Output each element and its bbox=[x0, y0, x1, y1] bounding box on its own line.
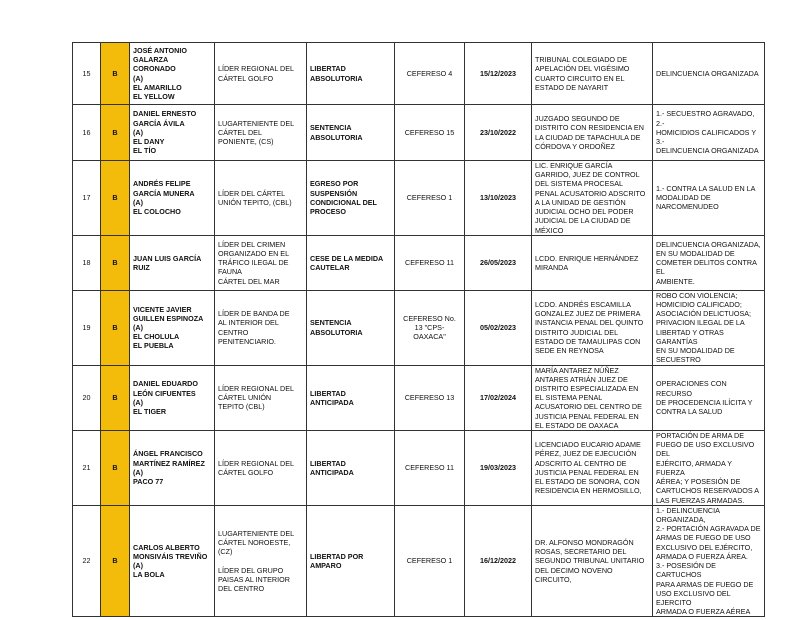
court-authority-line: JUSTICIA PENAL FEDERAL EN bbox=[535, 411, 639, 421]
person-name-line: GUILLEN ESPINOZA bbox=[133, 313, 204, 323]
prison-name-line: CEFERESO 1 bbox=[406, 193, 453, 203]
level-badge: B bbox=[101, 43, 130, 105]
court-authority-line: JUDICIAL OCHO DEL PODER bbox=[535, 207, 634, 217]
level-badge: B bbox=[101, 235, 130, 290]
court-authority-line: DISTRITO ESPECIALIZADA EN bbox=[535, 383, 639, 393]
person-name bbox=[130, 290, 215, 365]
legal-status-line: SENTENCIA bbox=[310, 123, 352, 133]
legal-status-line: SUSPENSIÓN bbox=[310, 188, 358, 198]
row-number: 22 bbox=[73, 505, 101, 617]
criminal-role-line: LUGARTENIENTE DEL bbox=[218, 118, 295, 128]
crime-description-line: 3.- POSESIÓN DE CARTUCHOS bbox=[656, 561, 716, 580]
person-name-line: PACO 77 bbox=[133, 477, 164, 487]
person-name-line: GARCÍA MUNERA bbox=[133, 188, 195, 198]
crime-description-line: EJÉRCITO, ARMADA Y FUERZA bbox=[656, 458, 732, 477]
legal-status-line: SENTENCIA bbox=[310, 318, 352, 328]
criminal-role bbox=[215, 365, 307, 431]
legal-status-line: LIBERTAD POR bbox=[310, 551, 364, 561]
court-authority-line: GONZALEZ JUEZ DE PRIMERA bbox=[535, 309, 641, 319]
table-row bbox=[73, 290, 765, 365]
court-authority bbox=[532, 365, 653, 431]
criminal-role-line bbox=[218, 556, 303, 565]
crime-description-line: FUEGO DE USO EXCLUSIVO DEL bbox=[656, 440, 755, 459]
court-authority-line: ESTADO DE NAYARIT bbox=[535, 82, 609, 92]
table-row bbox=[73, 105, 765, 161]
crime-description bbox=[653, 431, 765, 506]
prison-name-line: CEFERESO 1 bbox=[406, 556, 453, 566]
person-name-line: MARTÍNEZ RAMÍREZ bbox=[133, 458, 205, 468]
person-name-line: GALARZA bbox=[133, 55, 169, 65]
crime-description bbox=[653, 105, 765, 161]
legal-status-line: ANTICIPADA bbox=[310, 467, 354, 477]
crime-description-line: AMBIENTE. bbox=[656, 276, 695, 286]
criminal-role bbox=[215, 161, 307, 236]
legal-status-line: CONDICIONAL DEL bbox=[310, 197, 377, 207]
criminal-role-line: LÍDER REGIONAL DEL bbox=[218, 383, 295, 393]
criminal-role-line: PONIENTE, (CS) bbox=[218, 137, 274, 147]
court-authority-line: JUSTICIA PENAL FEDERAL EN bbox=[535, 467, 639, 477]
prison-name bbox=[395, 505, 465, 617]
release-date: 13/10/2023 bbox=[465, 161, 532, 236]
criminal-role-line: DEL CENTRO bbox=[218, 584, 265, 594]
court-authority-line: APELACIÓN DEL VIGÉSIMO bbox=[535, 64, 630, 74]
court-authority bbox=[532, 290, 653, 365]
crime-description-line: SECUESTRO bbox=[656, 355, 701, 365]
person-name-line: EL CHOLULA bbox=[133, 332, 180, 342]
prison-name-line: OAXACA" bbox=[413, 332, 446, 342]
prison-name bbox=[395, 43, 465, 105]
criminal-role bbox=[215, 505, 307, 617]
criminal-role bbox=[215, 43, 307, 105]
crime-description-line: CONTRA LA SALUD bbox=[656, 406, 723, 416]
court-authority-line: LCDO. ENRIQUE HERNÁNDEZ bbox=[535, 253, 639, 263]
person-name-line: EL PUEBLA bbox=[133, 341, 174, 351]
person-name-line: (A) bbox=[133, 467, 143, 477]
level-badge: B bbox=[101, 365, 130, 431]
table-body bbox=[73, 43, 765, 617]
person-name-line: EL TIGER bbox=[133, 406, 167, 416]
criminal-role-line: TEPITO (CBL) bbox=[218, 402, 265, 412]
crime-description bbox=[653, 43, 765, 105]
person-name-line: JOSÉ ANTONIO bbox=[133, 45, 187, 55]
legal-status bbox=[307, 505, 395, 617]
table-row bbox=[73, 505, 765, 617]
court-authority bbox=[532, 105, 653, 161]
criminal-role-line: LÍDER DE BANDA DE bbox=[218, 309, 290, 319]
crime-description-line: OPERACIONES CON RECURSO bbox=[656, 379, 727, 398]
court-authority-line: MARÍA ANTAREZ NÚÑEZ bbox=[535, 365, 619, 375]
release-date: 23/10/2022 bbox=[465, 105, 532, 161]
legal-status-line: LIBERTAD bbox=[310, 458, 346, 468]
person-name-line: EL YELLOW bbox=[133, 91, 175, 101]
court-authority-line: DISTRITO JUDICIAL DEL bbox=[535, 327, 619, 337]
person-name bbox=[130, 505, 215, 617]
table-row bbox=[73, 161, 765, 236]
person-name-line: CORONADO bbox=[133, 64, 176, 74]
row-number: 18 bbox=[73, 235, 101, 290]
legal-status-line: LIBERTAD bbox=[310, 64, 346, 74]
level-badge: B bbox=[101, 290, 130, 365]
crime-description-line: ORGANIZADA, bbox=[656, 515, 706, 524]
court-authority-line: INSTANCIA PENAL DEL QUINTO bbox=[535, 318, 644, 328]
person-name bbox=[130, 235, 215, 290]
table-row bbox=[73, 365, 765, 431]
person-name-line: (A) bbox=[133, 561, 143, 571]
criminal-role-line: LÍDER REGIONAL DEL bbox=[218, 458, 295, 468]
level-badge: B bbox=[101, 161, 130, 236]
criminal-role-line: LUGARTENIENTE DEL bbox=[218, 528, 295, 538]
row-number: 17 bbox=[73, 161, 101, 236]
legal-status-line: ABSOLUTORIA bbox=[310, 73, 363, 83]
person-name bbox=[130, 365, 215, 431]
criminal-role-line: LÍDER DEL CRIMEN bbox=[218, 239, 286, 249]
person-name-line: RUIZ bbox=[133, 262, 150, 272]
criminal-role-line: LÍDER DEL GRUPO bbox=[218, 565, 284, 575]
crime-description-line: LAS FUERZAS ARMADAS. bbox=[656, 495, 745, 505]
court-authority-line: CUARTO CIRCUITO EN EL bbox=[535, 73, 625, 83]
row-number: 15 bbox=[73, 43, 101, 105]
person-name-line: LEÓN CIFUENTES bbox=[133, 388, 196, 398]
court-authority-line: DISTRITO CON RESIDENCIA EN bbox=[535, 123, 644, 133]
legal-status bbox=[307, 43, 395, 105]
criminal-role-line: LÍDER REGIONAL DEL bbox=[218, 64, 295, 74]
prison-name bbox=[395, 365, 465, 431]
crime-description bbox=[653, 161, 765, 236]
court-authority-line: A LA UNIDAD DE GESTIÓN bbox=[535, 197, 626, 207]
crime-description-line: EN SU MODALIDAD DE bbox=[656, 346, 735, 356]
legal-status-line: AMPARO bbox=[310, 561, 342, 571]
crime-description-line: HOMICIDIO CALIFICADO; bbox=[656, 299, 742, 309]
prison-name bbox=[395, 235, 465, 290]
legal-status-line: PROCESO bbox=[310, 207, 346, 217]
prison-name bbox=[395, 290, 465, 365]
release-date: 26/05/2023 bbox=[465, 235, 532, 290]
legal-status bbox=[307, 105, 395, 161]
criminal-role-line: CÁRTEL GOLFO bbox=[218, 467, 274, 477]
court-authority bbox=[532, 43, 653, 105]
person-name bbox=[130, 43, 215, 105]
court-authority bbox=[532, 431, 653, 506]
crime-description-line: EXCLUSIVO DEL EJÉRCITO, bbox=[656, 542, 753, 552]
criminal-role-line: AL INTERIOR DEL bbox=[218, 318, 279, 328]
criminal-role-line: FAUNA bbox=[218, 267, 242, 277]
person-name-line: CARLOS ALBERTO bbox=[133, 542, 200, 552]
release-date: 17/02/2024 bbox=[465, 365, 532, 431]
criminal-role-line: CÁRTEL DEL MAR bbox=[218, 276, 280, 286]
criminal-role-line: CENTRO bbox=[218, 327, 249, 337]
court-authority-line: EL SISTEMA PENAL bbox=[535, 393, 603, 403]
crime-description-line: DE PROCEDENCIA ILÍCITA Y bbox=[656, 397, 753, 407]
court-authority-line: LICENCIADO EUCARIO ADAME bbox=[535, 440, 641, 450]
court-authority-line: DR. ALFONSO MONDRAGÓN bbox=[535, 538, 634, 548]
court-authority-line: LIC. ENRIQUE GARCÍA bbox=[535, 161, 613, 170]
court-authority-line: DEL SISTEMA PROCESAL bbox=[535, 179, 624, 189]
crime-description-line: DELINCUENCIA ORGANIZADA bbox=[656, 146, 759, 156]
court-authority-line: CIRCUITO, bbox=[535, 574, 572, 584]
crime-description-line: ASOCIACIÓN DELICTUOSA; bbox=[656, 309, 752, 319]
row-number: 19 bbox=[73, 290, 101, 365]
crime-description-line: NARCOMENUDEO bbox=[656, 202, 719, 212]
court-authority-line: ROSAS, SECRETARIO DEL bbox=[535, 547, 627, 557]
legal-status bbox=[307, 290, 395, 365]
crime-description-line: PARA ARMAS DE FUEGO DE bbox=[656, 579, 754, 589]
criminal-role-line: CÁRTEL GOLFO bbox=[218, 73, 274, 83]
court-authority-line: LA CIUDAD DE TAPACHULA DE bbox=[535, 132, 641, 142]
release-date: 16/12/2022 bbox=[465, 505, 532, 617]
crime-description bbox=[653, 235, 765, 290]
court-authority-line: ESTADO DE TAMAULIPAS CON bbox=[535, 336, 641, 346]
criminal-role-line: PAISAS AL INTERIOR bbox=[218, 574, 290, 584]
prison-name bbox=[395, 161, 465, 236]
court-authority-line: MÉXICO bbox=[535, 225, 564, 235]
table-row bbox=[73, 43, 765, 105]
crime-description-line: HOMICIDIOS CALIFICADOS Y 3.- bbox=[656, 127, 756, 147]
court-authority bbox=[532, 235, 653, 290]
person-name-line: JUAN LUIS GARCÍA bbox=[133, 253, 202, 263]
criminal-role bbox=[215, 431, 307, 506]
court-authority-line: RESIDENCIA EN HERMOSILLO, bbox=[535, 486, 642, 496]
crime-description-line: PRIVACION ILEGAL DE LA bbox=[656, 318, 745, 328]
person-name-line: (A) bbox=[133, 397, 143, 407]
person-name-line: (A) bbox=[133, 323, 143, 333]
prison-name-line: CEFERESO 11 bbox=[405, 463, 454, 473]
court-authority-line: GARRIDO, JUEZ DE CONTROL bbox=[535, 170, 640, 180]
criminal-role-line: CÁRTEL NOROESTE, bbox=[218, 538, 291, 548]
person-name-line: EL COLOCHO bbox=[133, 207, 181, 217]
person-name bbox=[130, 431, 215, 506]
legal-status-line: ABSOLUTORIA bbox=[310, 327, 363, 337]
crime-description-line: ROBO CON VIOLENCIA; bbox=[656, 290, 738, 300]
court-authority-line: MIRANDA bbox=[535, 262, 569, 272]
criminal-role-line: (CZ) bbox=[218, 547, 233, 557]
legal-status-line: ABSOLUTORIA bbox=[310, 132, 363, 142]
crime-description-line: 1.- DELINCUENCIA bbox=[656, 505, 720, 515]
crime-description-line: LIBERTAD Y OTRAS GARANTÍAS bbox=[656, 327, 724, 346]
prison-name bbox=[395, 105, 465, 161]
criminal-role-line: CÁRTEL UNIÓN bbox=[218, 393, 272, 403]
person-name-line: VICENTE JAVIER bbox=[133, 304, 192, 314]
person-name-line: EL TÍO bbox=[133, 146, 157, 156]
legal-status bbox=[307, 431, 395, 506]
legal-status bbox=[307, 161, 395, 236]
person-name-line: ANDRÉS FELIPE bbox=[133, 179, 191, 189]
release-date: 15/12/2023 bbox=[465, 43, 532, 105]
crime-description-line: CARTUCHOS RESERVADOS A bbox=[656, 486, 760, 496]
criminal-role-line: TRÁFICO ILEGAL DE bbox=[218, 258, 289, 268]
row-number: 21 bbox=[73, 431, 101, 506]
crime-description bbox=[653, 505, 765, 617]
crime-description-line: MODALIDAD DE bbox=[656, 193, 711, 203]
crime-description-line: DELINCUENCIA ORGANIZADA bbox=[656, 68, 759, 78]
person-name-line: ÁNGEL FRANCISCO bbox=[133, 449, 203, 459]
release-date: 05/02/2023 bbox=[465, 290, 532, 365]
criminal-role-line: ORGANIZADO EN EL bbox=[218, 248, 290, 258]
prison-name bbox=[395, 431, 465, 506]
level-badge: B bbox=[101, 505, 130, 617]
level-badge: B bbox=[101, 431, 130, 506]
court-authority-line: EL ESTADO DE OAXACA bbox=[535, 420, 619, 430]
legal-status-line: CESE DE LA MEDIDA bbox=[310, 253, 384, 263]
person-name-line: GARCÍA ÁVILA bbox=[133, 118, 185, 128]
person-name bbox=[130, 105, 215, 161]
person-name-line: LA BOLA bbox=[133, 570, 165, 580]
crime-description-line: DELINCUENCIA ORGANIZADA, bbox=[656, 239, 761, 249]
court-authority-line: LCDO. ANDRÉS ESCAMILLA bbox=[535, 299, 631, 309]
table-row bbox=[73, 431, 765, 506]
criminal-role bbox=[215, 235, 307, 290]
legal-status-line: LIBERTAD bbox=[310, 388, 346, 398]
person-name-line: (A) bbox=[133, 73, 143, 83]
crime-description-line: 1.- CONTRA LA SALUD EN LA bbox=[656, 184, 756, 194]
prison-name-line: CEFERESO 15 bbox=[404, 127, 455, 137]
crime-description-line: PORTACIÓN DE ARMA DE bbox=[656, 431, 744, 441]
person-name-line: (A) bbox=[133, 127, 143, 137]
court-authority-line: SEGUNDO TRIBUNAL UNITARIO bbox=[535, 556, 645, 566]
court-authority-line: DEL DECIMO NOVENO bbox=[535, 565, 613, 575]
court-authority-line: ACUSATORIO DEL CENTRO DE bbox=[535, 402, 642, 412]
criminal-role-line: UNIÓN TEPITO, (CBL) bbox=[218, 197, 292, 207]
court-authority-line: CÓRDOVA Y ORDOÑEZ bbox=[535, 141, 615, 151]
prison-name-line: CEFERESO 13 bbox=[404, 393, 455, 403]
release-date: 19/03/2023 bbox=[465, 431, 532, 506]
court-authority bbox=[532, 161, 653, 236]
crime-description-line: AÉREA; Y POSESIÓN DE bbox=[656, 477, 741, 487]
legal-status-line: CAUTELAR bbox=[310, 262, 350, 272]
criminal-role-line: CÁRTEL DEL bbox=[218, 127, 262, 137]
crime-description-line: 1.- SECUESTRO AGRAVADO, 2.- bbox=[656, 109, 755, 128]
legal-status bbox=[307, 235, 395, 290]
row-number: 16 bbox=[73, 105, 101, 161]
crime-description bbox=[653, 365, 765, 431]
person-name bbox=[130, 161, 215, 236]
legal-status-line: ANTICIPADA bbox=[310, 397, 354, 407]
crime-description-line: ARMADA O FUERZA ÁREA. bbox=[656, 551, 748, 561]
records-table bbox=[72, 42, 765, 617]
person-name-line: EL AMARILLO bbox=[133, 82, 182, 92]
court-authority bbox=[532, 505, 653, 617]
crime-description-line: USO EXCLUSIVO DEL EJERCITO bbox=[656, 588, 731, 607]
prison-name-line: 13 "CPS- bbox=[414, 323, 445, 333]
person-name-line: MONSIVÁIS TREVIÑO bbox=[133, 551, 208, 561]
court-authority-line: ANTARES ATRIÁN JUEZ DE bbox=[535, 374, 628, 384]
prison-name-line: CEFERESO 11 bbox=[405, 258, 454, 268]
level-badge: B bbox=[101, 105, 130, 161]
criminal-role-line: PENITENCIARIO. bbox=[218, 336, 276, 346]
crime-description-line: EN SU MODALIDAD DE bbox=[656, 248, 735, 258]
person-name-line: DANIEL ERNESTO bbox=[133, 109, 197, 119]
person-name-line: EL DANY bbox=[133, 137, 165, 147]
crime-description-line: COMETER DELITOS CONTRA EL bbox=[656, 258, 757, 277]
court-authority-line: EL ESTADO DE SONORA, CON bbox=[535, 477, 640, 487]
court-authority-line: JUDICIAL DE LA CIUDAD DE bbox=[535, 216, 631, 226]
person-name-line: (A) bbox=[133, 197, 143, 207]
person-name-line: DANIEL EDUARDO bbox=[133, 379, 198, 389]
court-authority-line: SEDE EN REYNOSA bbox=[535, 346, 604, 356]
criminal-role bbox=[215, 290, 307, 365]
legal-status bbox=[307, 365, 395, 431]
prison-name-line: CEFERESO No. bbox=[403, 313, 456, 323]
crime-description bbox=[653, 290, 765, 365]
crime-description-line: ARMAS DE FUEGO DE USO bbox=[656, 533, 751, 543]
crime-description-line: 2.- PORTACIÓN AGRAVADA DE bbox=[656, 524, 761, 534]
court-authority-line: ADSCRITO AL CENTRO DE bbox=[535, 458, 627, 468]
court-authority-line: JUZGADO SEGUNDO DE bbox=[535, 114, 620, 124]
table-row bbox=[73, 235, 765, 290]
crime-description-line: ARMADA O FUERZA AÉREA bbox=[656, 607, 751, 617]
court-authority-line: TRIBUNAL COLEGIADO DE bbox=[535, 55, 627, 65]
court-authority-line: PENAL ACUSATORIO ADSCRITO bbox=[535, 188, 646, 198]
criminal-role-line: LÍDER DEL CÁRTEL bbox=[218, 188, 286, 198]
row-number: 20 bbox=[73, 365, 101, 431]
prison-name-line: CEFERESO 4 bbox=[406, 68, 453, 78]
court-authority-line: PÉREZ, JUEZ DE EJECUCIÓN bbox=[535, 449, 637, 459]
legal-status-line: EGRESO POR bbox=[310, 179, 359, 189]
criminal-role bbox=[215, 105, 307, 161]
